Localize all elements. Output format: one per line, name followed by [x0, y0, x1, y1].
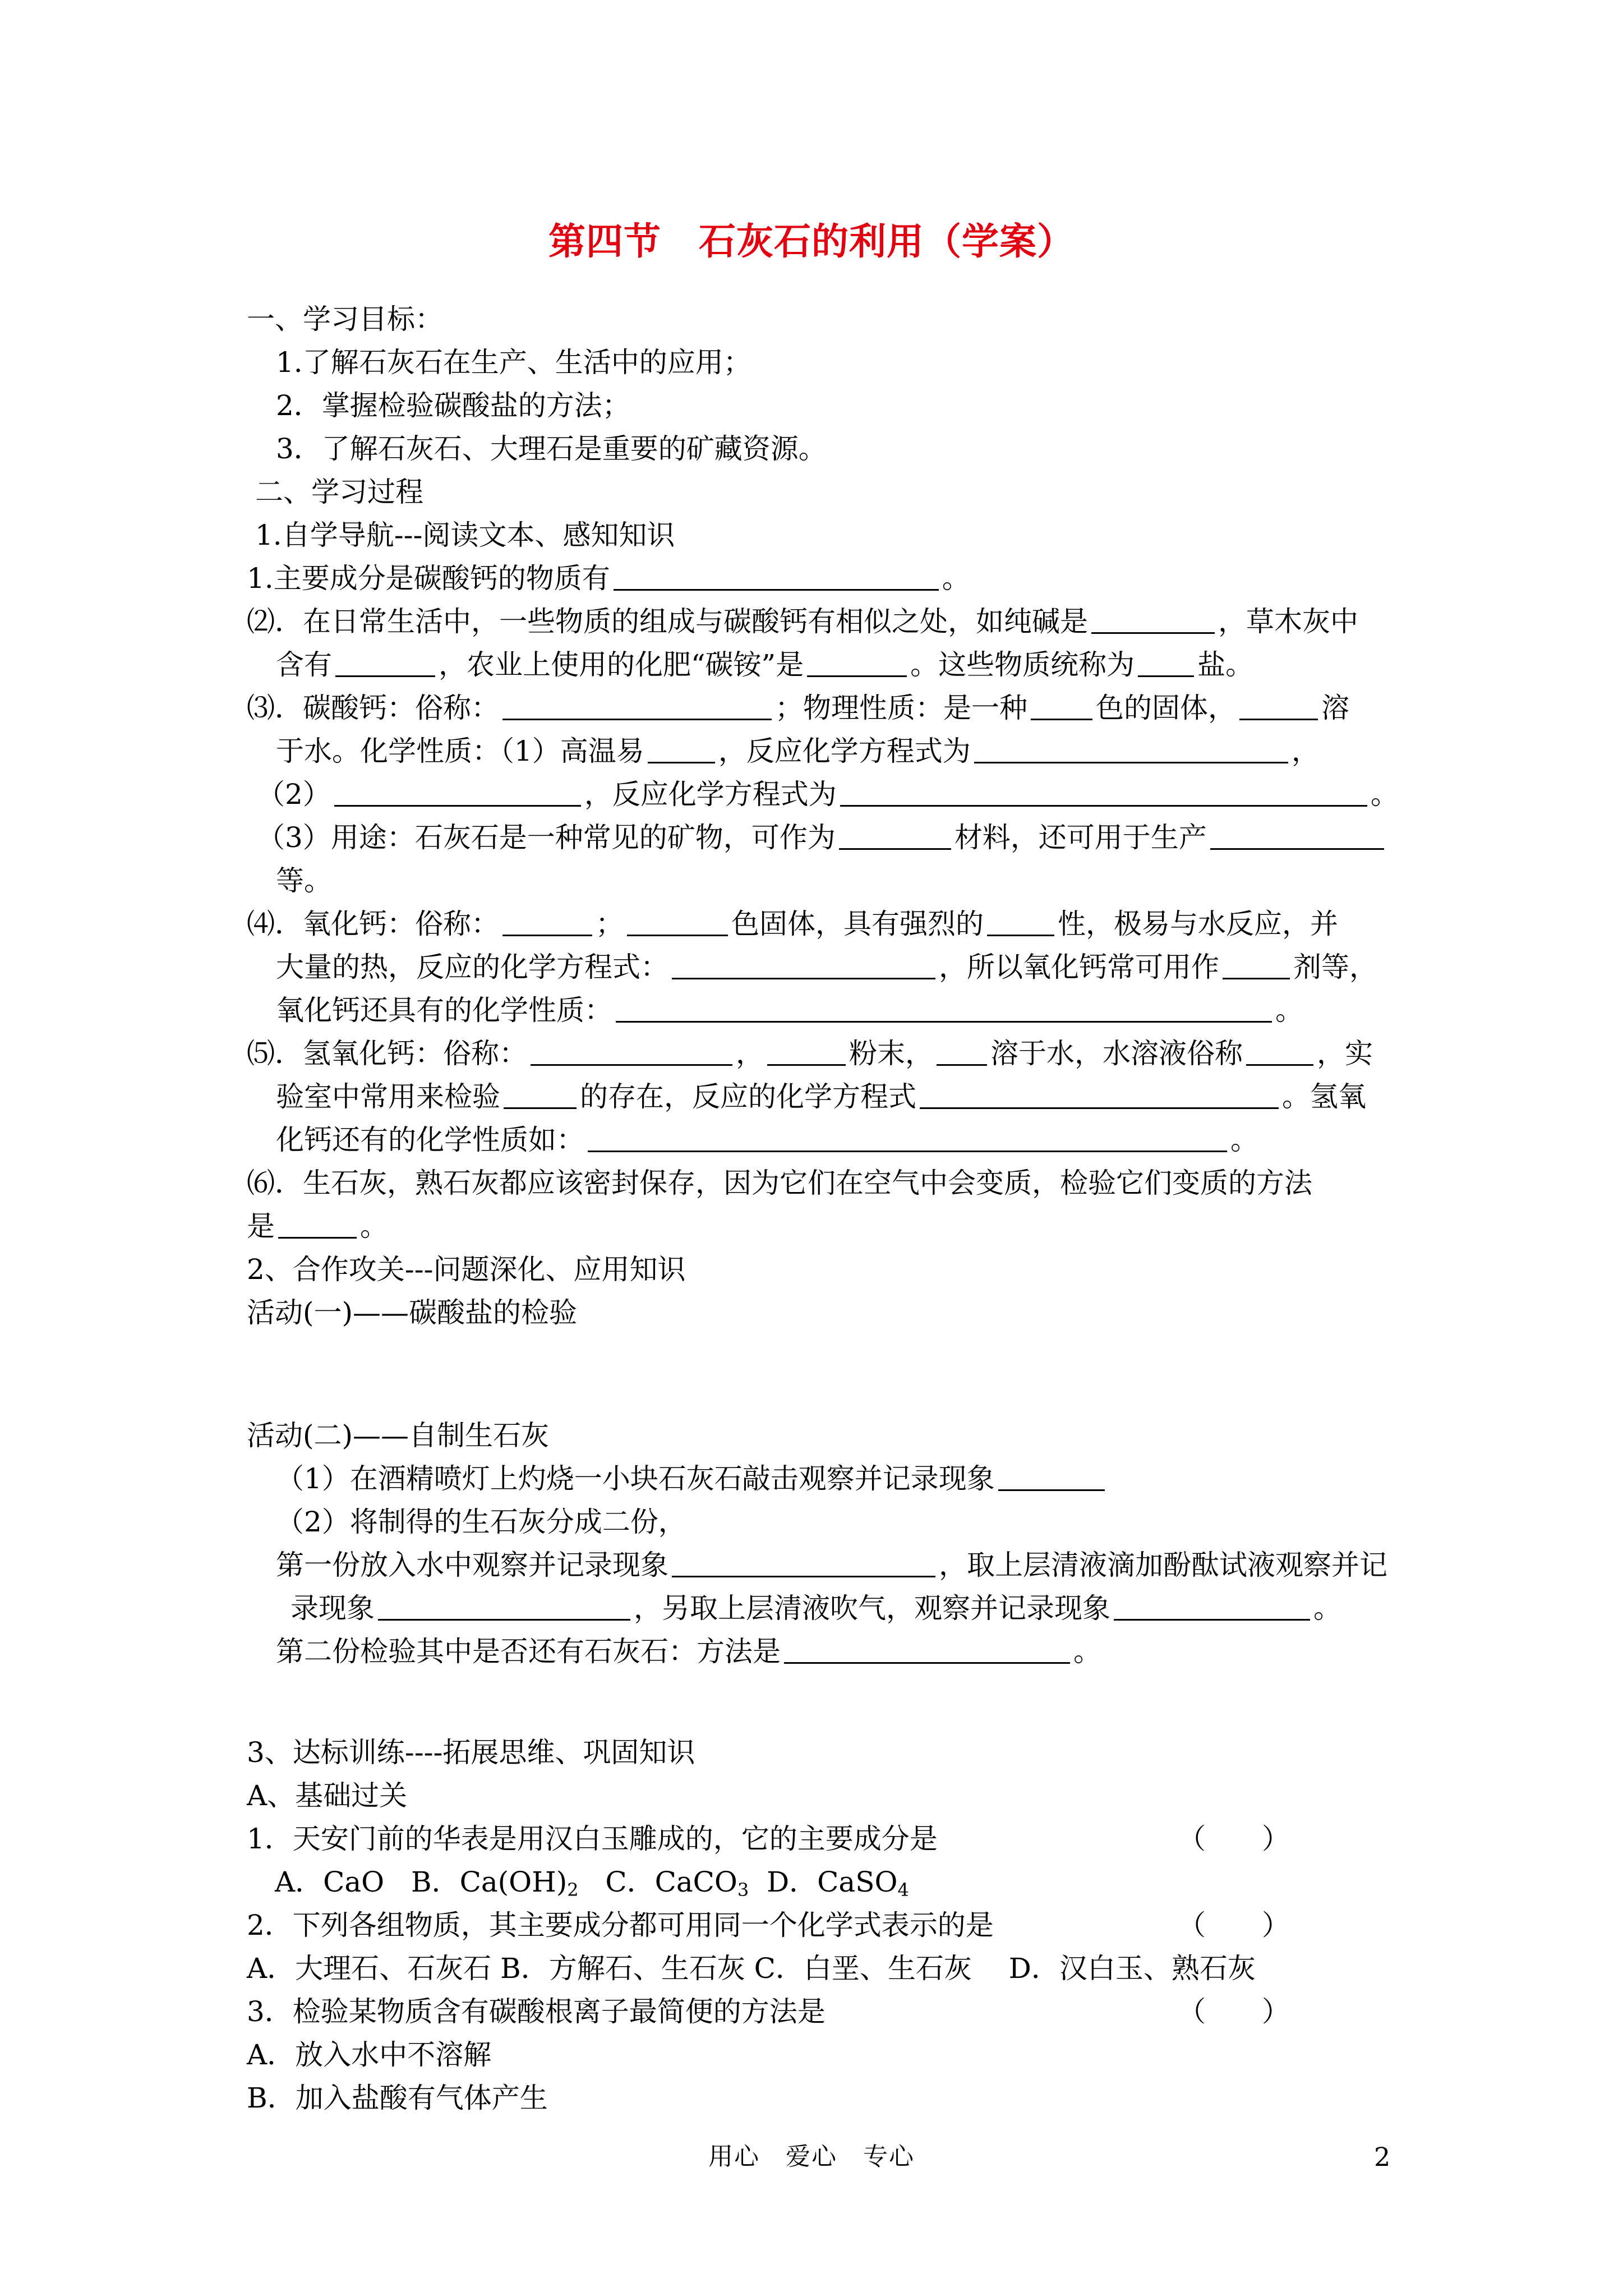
q4-blank-chemical-property[interactable] [616, 988, 1272, 1023]
question-5-line-3: 化钙还有的化学性质如： 。 [276, 1118, 1258, 1162]
q6-blank-method[interactable] [278, 1204, 357, 1239]
exercise-3-option-a[interactable]: A．放入水中不溶解 [247, 2039, 492, 2071]
exercise-1-option-d[interactable]: D．CaSO$_4$ [767, 1866, 909, 1901]
question-5-line-2: 验室中常用来检验 的存在，反应的化学方程式 。氢氧 [276, 1075, 1366, 1119]
page-number: 2 [1374, 2142, 1391, 2172]
subsection-self-study: 1.自学导航---阅读文本、感知知识 [255, 519, 675, 551]
q5-blank-color[interactable] [767, 1032, 846, 1066]
act2-blank-water[interactable] [672, 1543, 935, 1577]
act2-blank-phenomenon-1[interactable] [998, 1457, 1105, 1491]
q3-blank-decompose[interactable] [648, 729, 715, 763]
section-heading-process: 二、学习过程 [255, 476, 423, 508]
q2-blank-salt[interactable] [1138, 643, 1194, 677]
q5-blank-name[interactable] [531, 1032, 732, 1066]
page-footer: 用心 爱心 专心 [708, 2142, 915, 2171]
question-2-line-2: 含有 ，农业上使用的化肥“碳铵”是 。这些物质统称为 盐。 [276, 643, 1253, 687]
question-3-line-5: 等。 [276, 864, 332, 897]
activity-2-line-3: 第一份放入水中观察并记录现象 ，取上层清液滴加酚酞试液观察并记 [276, 1543, 1387, 1587]
q3-blank-produce[interactable] [1210, 816, 1384, 850]
exercise-3-question: 3．检验某物质含有碳酸根离子最简便的方法是 [247, 1995, 826, 2028]
subsection-cooperation: 2、合作攻关---问题深化、应用知识 [247, 1253, 686, 1286]
q5-blank-solubility[interactable] [937, 1032, 987, 1066]
q1-blank[interactable] [614, 556, 939, 591]
q3-blank-color[interactable] [1031, 686, 1092, 720]
question-5-line-1: ⑸．氢氧化钙：俗称： ， 粉末， 溶于水，水溶液俗称 ，实 [247, 1032, 1373, 1075]
exercise-1-answer-paren[interactable]: （ ） [1178, 1823, 1290, 1855]
q2-blank-ash[interactable] [335, 643, 435, 677]
activity-2-line-4: 录现象 ，另取上层清液吹气，观察并记录现象 。 [291, 1586, 1341, 1630]
question-3-line-3: （2） ，反应化学方程式为 。 [257, 772, 1399, 816]
question-4-line-2: 大量的热，反应的化学方程式： ，所以氧化钙常可用作 剂等， [276, 945, 1377, 989]
q3-blank-property-2[interactable] [334, 772, 581, 807]
q3-blank-equation-1[interactable] [974, 729, 1288, 763]
act2-blank-blow[interactable] [1114, 1586, 1310, 1621]
question-4-line-1: ⑷．氧化钙：俗称： ； 色固体，具有强烈的 性，极易与水反应，并 [247, 902, 1338, 946]
q5-blank-chemical-property[interactable] [588, 1118, 1227, 1152]
question-3-line-4: （3）用途：石灰石是一种常见的矿物，可作为 材料，还可用于生产 [257, 816, 1387, 859]
exercise-1-options [275, 1860, 909, 1904]
question-4-line-3: 氧化钙还具有的化学性质： 。 [276, 988, 1303, 1032]
question-3-line-2: 于水。化学性质：（1）高温易 ，反应化学方程式为 ， [276, 729, 1320, 773]
objective-3: 3．了解石灰石、大理石是重要的矿藏资源。 [276, 432, 827, 465]
q5-blank-solution-name[interactable] [1246, 1032, 1313, 1066]
exercise-1-option-a[interactable]: A．CaO [275, 1866, 385, 1898]
q5-blank-equation[interactable] [920, 1075, 1279, 1109]
exercise-3-option-b[interactable]: B．加入盐酸有气体产生 [247, 2082, 548, 2114]
q3-blank-name[interactable] [502, 686, 772, 720]
activity-2-step-2: （2）将制得的生石灰分成二份， [276, 1506, 686, 1538]
activity-2-line-5: 第二份检验其中是否还有石灰石：方法是 。 [276, 1630, 1101, 1673]
basic-level-heading: A、基础过关 [247, 1779, 408, 1812]
q2-blank-fertilizer[interactable] [807, 643, 907, 677]
q4-blank-name[interactable] [502, 902, 592, 936]
objective-2: 2．掌握检验碳酸盐的方法； [276, 389, 630, 422]
exercise-2-options[interactable]: A．大理石、石灰石 B．方解石、生石灰 C．白垩、生石灰 D．汉白玉、熟石灰 [247, 1952, 1256, 1985]
question-6-line-2: 是 。 [247, 1204, 388, 1248]
q2-blank-soda[interactable] [1091, 600, 1215, 634]
activity-2-heading: 活动(二)——自制生石灰 [247, 1419, 550, 1452]
activity-1-heading: 活动(一)——碳酸盐的检验 [247, 1296, 578, 1329]
subsection-training: 3、达标训练----拓展思维、巩固知识 [247, 1736, 695, 1769]
act2-blank-phenolphthalein[interactable] [378, 1586, 630, 1621]
q3-blank-solubility[interactable] [1239, 686, 1318, 720]
q4-blank-equation[interactable] [672, 945, 935, 979]
question-2-line-1: ⑵．在日常生活中，一些物质的组成与碳酸钙有相似之处，如纯碱是 ，草木灰中 [247, 600, 1358, 643]
activity-2-step-1: （1）在酒精喷灯上灼烧一小块石灰石敲击观察并记录现象 [276, 1457, 1108, 1501]
page-title: 第四节 石灰石的利用（学案） [548, 219, 1075, 263]
exercise-2-answer-paren[interactable]: （ ） [1178, 1909, 1290, 1941]
section-heading-objectives: 一、学习目标： [247, 303, 443, 335]
q4-blank-property[interactable] [987, 902, 1054, 936]
exercise-1-option-b[interactable]: B．$Ca(OH)_2$ [411, 1866, 579, 1901]
q1-text: 1.主要成分是碳酸钙的物质有 [247, 562, 610, 595]
act2-blank-method[interactable] [784, 1630, 1070, 1664]
q5-blank-detect[interactable] [504, 1075, 577, 1109]
q4-blank-agent[interactable] [1223, 945, 1290, 979]
q4-blank-color[interactable] [627, 902, 728, 936]
question-1 [247, 556, 970, 600]
q1-end: 。 [942, 562, 970, 595]
exercise-3-answer-paren[interactable]: （ ） [1178, 1995, 1290, 2028]
question-6-line-1: ⑹．生石灰，熟石灰都应该密封保存，因为它们在空气中会变质，检验它们变质的方法 [247, 1167, 1312, 1199]
exercise-1-question: 1．天安门前的华表是用汉白玉雕成的，它的主要成分是 [247, 1823, 938, 1855]
q3-blank-equation-2[interactable] [840, 772, 1367, 807]
question-3-line-1: ⑶．碳酸钙：俗称： ；物理性质：是一种 色的固体， 溶 [247, 686, 1349, 730]
objective-1: 1.了解石灰石在生产、生活中的应用； [276, 346, 751, 379]
q3-blank-material[interactable] [839, 816, 951, 850]
exercise-2-question: 2．下列各组物质，其主要成分都可用同一个化学式表示的是 [247, 1909, 994, 1941]
exercise-1-option-c[interactable]: C．CaCO$_3$ [605, 1866, 749, 1901]
